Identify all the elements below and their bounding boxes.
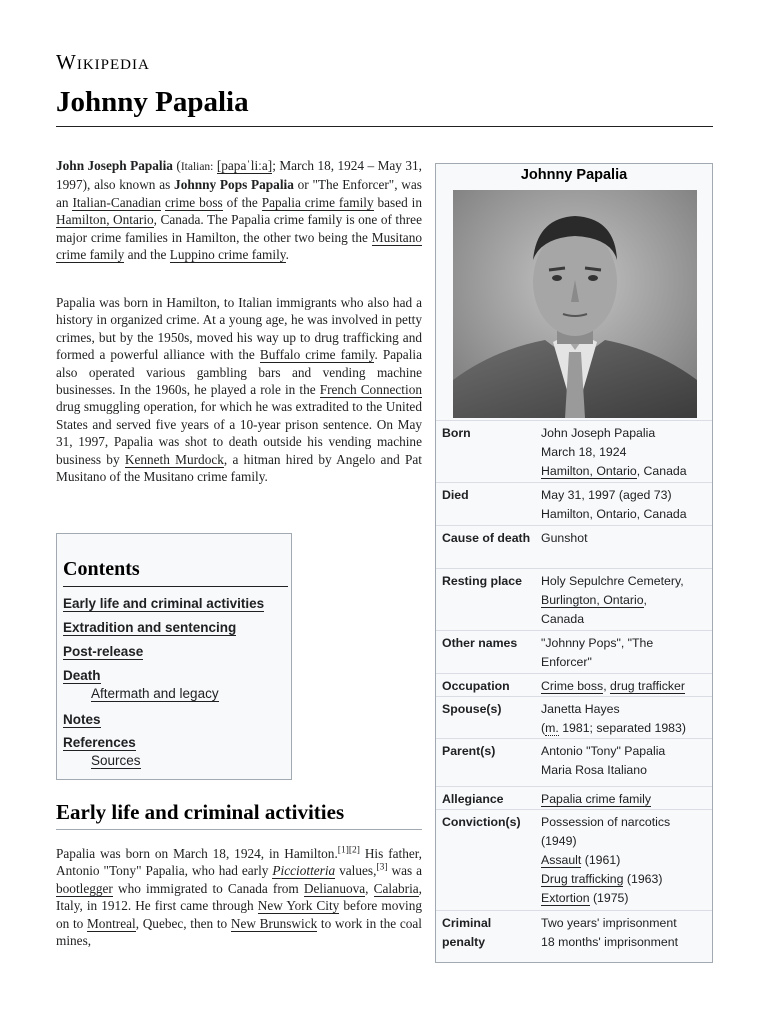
ipa-pronunciation-link[interactable]: [papaˈliːa] — [216, 158, 273, 173]
toc-item-extradition[interactable]: Extradition and sentencing — [63, 620, 237, 635]
toc-item-aftermath[interactable]: Aftermath and legacy — [91, 686, 219, 701]
infobox-label: Parent(s) — [442, 744, 496, 758]
infobox-row-criminal-penalty — [436, 910, 712, 949]
infobox-label: Cause of death — [442, 531, 531, 545]
subject-name: John Joseph Papalia — [56, 158, 173, 173]
link-allegiance-family[interactable]: Papalia crime family — [541, 792, 652, 806]
toc-item-post-release[interactable]: Post-release — [63, 644, 144, 659]
wikipedia-wordmark[interactable]: Wikipedia — [56, 50, 150, 74]
link-buffalo-crime-family[interactable]: Buffalo crime family — [259, 347, 375, 363]
link-french-connection[interactable]: French Connection — [319, 382, 422, 398]
infobox-row-born — [436, 420, 712, 478]
infobox-row-occupation — [436, 673, 712, 693]
infobox-label: Criminal penalty — [442, 916, 492, 949]
toc-item-sources[interactable]: Sources — [91, 753, 141, 768]
link-crime-boss-occupation[interactable]: Crime boss — [541, 679, 604, 693]
link-new-brunswick[interactable]: New Brunswick — [230, 915, 318, 931]
citation-1[interactable]: [1] — [337, 845, 349, 856]
link-drug-trafficker[interactable]: drug trafficker — [610, 679, 685, 693]
link-picciotteria[interactable]: Picciotteria — [272, 863, 336, 879]
infobox-row-convictions — [436, 809, 712, 905]
toc-title: Contents — [63, 558, 140, 580]
infobox-value: Janetta Hayes (m. 1981; separated 1983) — [541, 702, 686, 735]
infobox-value: Antonio "Tony" Papalia Maria Rosa Italiano — [541, 744, 666, 777]
link-burlington-ontario[interactable]: Burlington, Ontario — [541, 593, 644, 607]
infobox-title: Johnny Papalia — [520, 167, 628, 183]
infobox-row-resting-place — [436, 568, 712, 626]
infobox-label: Resting place — [442, 574, 522, 588]
toc-item-notes[interactable]: Notes — [63, 712, 101, 727]
infobox-row-allegiance — [436, 786, 712, 806]
citation-2[interactable]: [2] — [348, 845, 360, 856]
link-assault[interactable]: Assault — [541, 853, 582, 867]
link-extortion[interactable]: Extortion — [541, 891, 590, 905]
section-heading-early-life: Early life and criminal activities — [56, 800, 345, 824]
infobox-label: Occupation — [442, 679, 510, 693]
infobox — [435, 163, 713, 963]
link-papalia-crime-family[interactable]: Papalia crime family — [261, 194, 374, 210]
infobox-label: Born — [442, 426, 471, 440]
title-divider — [56, 126, 713, 127]
infobox-label: Conviction(s) — [442, 815, 521, 829]
married-abbr[interactable]: m. — [545, 721, 559, 735]
table-of-contents — [56, 533, 292, 780]
toc-item-death[interactable]: Death — [63, 668, 101, 683]
link-bootlegger[interactable]: bootlegger — [56, 880, 113, 896]
infobox-label: Spouse(s) — [442, 702, 502, 716]
infobox-value: Two years' imprisonment 18 months' imprisonment — [541, 916, 678, 949]
infobox-row-other-names — [436, 630, 712, 669]
portrait-image — [453, 190, 697, 418]
infobox-row-cause-of-death — [436, 525, 712, 545]
link-luppino-crime-family[interactable]: Luppino crime family — [169, 247, 286, 263]
language-label: Italian: — [180, 161, 214, 173]
summary-paragraph: Papalia was born in Hamilton, to Italian immigrants who also had a history in organized crime. At a young age, he was involved in petty crimes, but by the 1950s, moved his way up to drug trafficking and formed a powerful alliance with the Buffalo crime family. Papalia also operated various gambling bars and vending machine businesses. In the 1960s, he played a role in the French Connection drug smuggling operation, for which he was extradited to the United States and served five years of a 10-year prison sentence. On May 31, 1997, Papalia was shot to death outside his vending machine business by Kenneth Murdock, a hitman hired by Angelo and Pat Musitano of the Musitano crime family. — [56, 295, 423, 485]
infobox-value: Crime boss, drug trafficker — [541, 679, 685, 693]
infobox-value: Possession of narcotics (1949) Assault (1961) Drug trafficking (1963) Extortion (1975) — [541, 815, 671, 905]
infobox-value — [541, 790, 709, 809]
link-italian-canadian[interactable]: Italian-Canadian — [72, 194, 162, 210]
infobox-value: John Joseph Papalia March 18, 1924 Hamilton, Ontario, Canada — [541, 426, 687, 478]
infobox-row-died — [436, 482, 712, 521]
section-divider — [56, 829, 422, 830]
toc-divider — [63, 586, 288, 587]
toc-item-references[interactable]: References — [63, 735, 136, 750]
link-birthplace[interactable]: Hamilton, Ontario — [541, 464, 637, 478]
link-calabria[interactable]: Calabria — [373, 880, 419, 896]
page-title: Johnny Papalia — [56, 86, 249, 118]
link-kenneth-murdock[interactable]: Kenneth Murdock — [124, 451, 224, 467]
infobox-row-parents — [436, 738, 712, 777]
infobox-value: Holy Sepulchre Cemetery, Burlington, Ontario, Canada — [541, 574, 684, 626]
link-drug-trafficking[interactable]: Drug trafficking — [541, 872, 624, 886]
infobox-label: Other names — [442, 636, 518, 650]
subject-alias: Johnny Pops Papalia — [174, 177, 294, 193]
link-new-york-city[interactable]: New York City — [257, 898, 340, 914]
infobox-label: Died — [442, 488, 469, 502]
link-montreal[interactable]: Montreal — [86, 915, 136, 931]
link-musitano-crime-family[interactable]: Musitano crime family — [56, 229, 422, 263]
infobox-value: "Johnny Pops", "The Enforcer" — [541, 636, 654, 669]
early-life-paragraph: Papalia was born on March 18, 1924, in Hamilton.[1][2] His father, Antonio "Tony" Papalia, who had early Picciotteria values,[3] was a bootlegger who immigrated to Canada from Delianuova, Calabria, Italy, in 1912. He first came through New York City before moving on to Montreal, Quebec, then to New Brunswick to work in the coal mines, — [56, 845, 422, 949]
infobox-row-spouse — [436, 696, 712, 735]
citation-3[interactable]: [3] — [376, 862, 388, 873]
lead-paragraph: John Joseph Papalia (Italian: [papaˈliːa]; March 18, 1924 – May 31, 1997), also known as Johnny Pops Papalia or "The Enforcer", was an Italian-Canadian crime boss of the Papalia crime family based in Hamilton, Ontario, Canada. The Papalia crime family is one of three major crime families in Hamilton, the other two being the Musitano crime family and the Luppino crime family. — [56, 158, 423, 263]
link-hamilton-ontario[interactable]: Hamilton, Ontario — [56, 212, 154, 228]
link-delianuova[interactable]: Delianuova — [303, 880, 366, 896]
infobox-label: Allegiance — [442, 792, 504, 806]
toc-item-early-life[interactable]: Early life and criminal activities — [63, 596, 265, 611]
infobox-value: Gunshot — [541, 531, 588, 545]
link-crime-boss[interactable]: crime boss — [164, 194, 223, 210]
infobox-value: May 31, 1997 (aged 73) Hamilton, Ontario, Canada — [541, 488, 687, 521]
infobox-photo[interactable] — [453, 190, 697, 418]
